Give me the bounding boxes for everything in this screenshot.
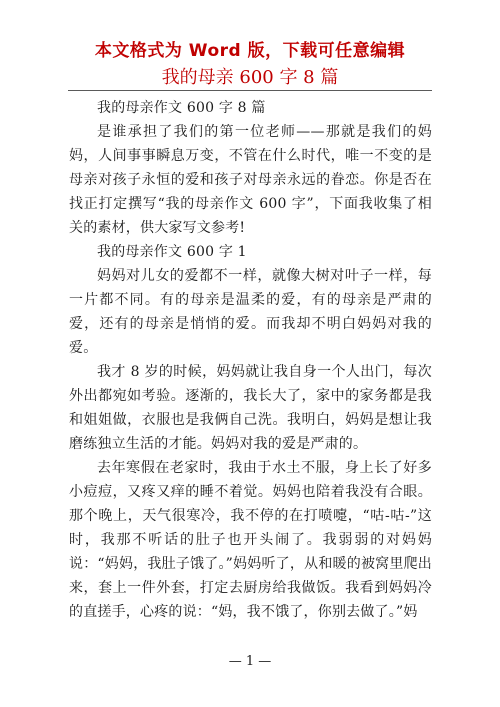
body-paragraph-heading: 我的母亲作文 600 字 8 篇 — [97, 100, 266, 116]
body-paragraph: 去年寒假在老家时，我由于水土不服，身上长了好多小痘痘，又疼又痒的睡不着觉。妈妈也陪着我没有合眼。那个晚上，天气很寒冷，我不停的在打喷嚏，“咕-咕-”这时，我那不听话的肚子也开头闹了。我弱弱的对妈妈说：“妈妈，我肚子饿了。”妈妈听了，从和暖的被窝里爬出来，套上一件外套，打定去厨房给我做饭。我看到妈妈冷的直搓手，心疼的说：“妈，我不饿了，你别去做了。”妈 — [69, 460, 432, 620]
body-paragraph: 妈妈对儿女的爱都不一样，就像大树对叶子一样，每一片都不同。有的母亲是温柔的爱，有的母亲是严肃的爱，还有的母亲是悄悄的爱。而我却不明白妈妈对我的爱。 — [69, 268, 432, 356]
download-banner: 本文格式为 Word 版，下载可任意编辑 — [94, 41, 406, 61]
document-body — [69, 96, 432, 624]
document-title: 我的母亲 600 字 8 篇 — [161, 67, 339, 88]
body-paragraph-section-title: 我的母亲作文 600 字 1 — [97, 244, 247, 260]
page-number: — 1 — — [228, 654, 272, 669]
body-paragraph: 我才 8 岁的时候，妈妈就让我自身一个人出门，每次外出都宛如考验。逐渐的，我长大了，家中的家务都是我和姐姐做，衣服也是我俩自己洗。我明白，妈妈是想让我磨练独立生活的才能。妈妈对我的爱是严肃的。 — [69, 364, 432, 452]
title-divider — [68, 90, 432, 91]
body-paragraph-intro: 是谁承担了我们的第一位老师——那就是我们的妈妈，人间事事瞬息万变，不管在什么时代，唯一不变的是母亲对孩子永恒的爱和孩子对母亲永远的眷恋。你是否在找正打定撰写“我的母亲作文 600 字”，下面我收集了相关的素材，供大家写文参考! — [69, 124, 432, 236]
